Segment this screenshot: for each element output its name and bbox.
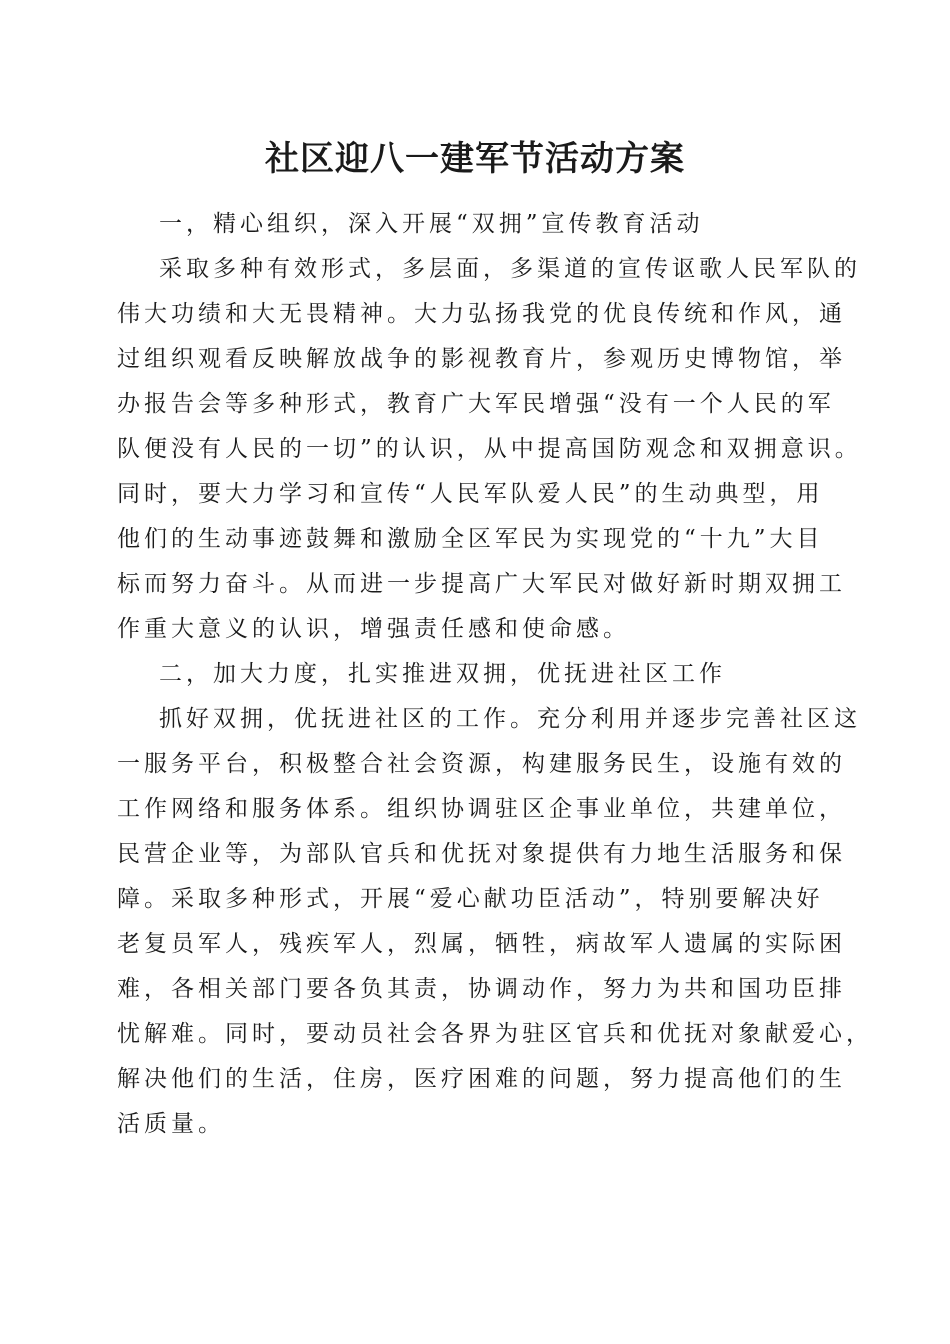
paragraph-line: 抓好双拥，优抚进社区的工作。充分利用并逐步完善社区这 bbox=[159, 706, 861, 732]
paragraph-line: 伟大功绩和大无畏精神。大力弘扬我党的优良传统和作风，通 bbox=[117, 301, 846, 327]
paragraph-line: 解决他们的生活，住房，医疗困难的问题，努力提高他们的生 bbox=[117, 1066, 846, 1092]
paragraph-line: 活质量。 bbox=[117, 1111, 225, 1137]
paragraph-line: 作重大意义的认识，增强责任感和使命感。 bbox=[117, 616, 630, 642]
paragraph-line: 老复员军人，残疾军人，烈属，牺牲，病故军人遗属的实际困 bbox=[117, 931, 846, 957]
section-heading: 一，精心组织，深入开展“双拥”宣传教育活动 bbox=[159, 211, 704, 237]
paragraph-line: 他们的生动事迹鼓舞和激励全区军民为实现党的“十九”大目 bbox=[117, 526, 824, 552]
paragraph-line: 队便没有人民的一切”的认识，从中提高国防观念和双拥意识。 bbox=[117, 436, 862, 462]
paragraph-line: 标而努力奋斗。从而进一步提高广大军民对做好新时期双拥工 bbox=[117, 571, 846, 597]
paragraph-line: 过组织观看反映解放战争的影视教育片，参观历史博物馆，举 bbox=[117, 346, 846, 372]
paragraph-line: 障。采取多种形式，开展“爱心献功臣活动”，特别要解决好 bbox=[117, 886, 824, 912]
paragraph-line: 忧解难。同时，要动员社会各界为驻区官兵和优抚对象献爱心， bbox=[117, 1021, 873, 1047]
paragraph-line: 一服务平台，积极整合社会资源，构建服务民生，设施有效的 bbox=[117, 751, 846, 777]
paragraph-line: 民营企业等，为部队官兵和优抚对象提供有力地生活服务和保 bbox=[117, 841, 846, 867]
paragraph-line: 采取多种有效形式，多层面，多渠道的宣传讴歌人民军队的 bbox=[159, 256, 861, 282]
section-heading: 二，加大力度，扎实推进双拥，优抚进社区工作 bbox=[159, 661, 726, 687]
paragraph-line: 难，各相关部门要各负其责，协调动作，努力为共和国功臣排 bbox=[117, 976, 846, 1002]
paragraph-line: 办报告会等多种形式，教育广大军民增强“没有一个人民的军 bbox=[117, 391, 835, 417]
paragraph-line: 同时，要大力学习和宣传“人民军队爱人民”的生动典型，用 bbox=[117, 481, 824, 507]
document-title: 社区迎八一建军节活动方案 bbox=[265, 139, 685, 179]
paragraph-line: 工作网络和服务体系。组织协调驻区企事业单位，共建单位， bbox=[117, 796, 846, 822]
